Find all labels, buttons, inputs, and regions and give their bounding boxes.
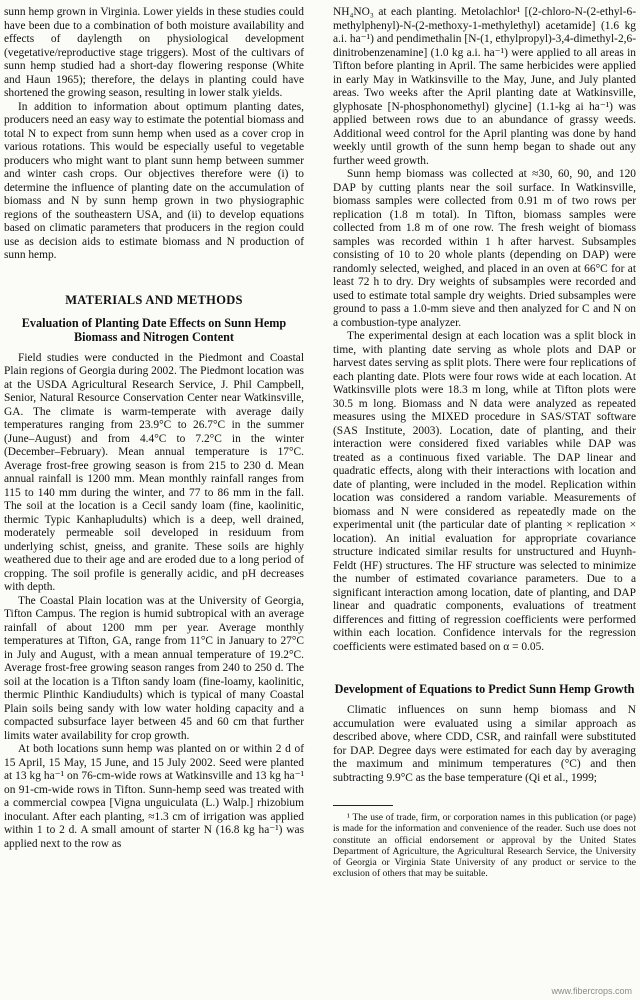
intro-paragraph-1: sunn hemp grown in Virginia. Lower yields in these studies could have been due to a combination of both moisture availability and effects of daylength on physiological development (vegetative/reproductive stage triggers). Most of the cultivars of sunn hemp studied had a short-day flowering response (White and Haun 1965); therefore, the delays in planting could have shortened the growing season, resulting in lower stalk yields. (4, 6, 304, 99)
right-column (333, 6, 636, 880)
left-column (4, 6, 304, 851)
footnote: ¹ The use of trade, firm, or corporation names in this publication (or page) is made for the information and convenience of the reader. Such use does not constitute an official endorsement or approval by the United States Department of Agriculture, the Agricultural Research Service, the University of Georgia or Virginia State University of any product or service to the exclusion of others that may be suitable. (333, 812, 636, 880)
planting-date-subheading: Evaluation of Planting Date Effects on Sunn Hemp Biomass and Nitrogen Content (21, 315, 287, 344)
planting-paragraph: At both locations sunn hemp was planted on or within 2 d of 15 April, 15 May, 15 June, and 15 July 2002. Seed were planted at 13 kg ha⁻¹ on 76-cm-wide rows at Watkinsville and 13 kg ha⁻¹ on 91-cm-wide rows in Tifton. Sunn-hemp seed was treated with a commercial cowpea [Vigna unguiculata (L.) Walp.] rhizobium inoculant. After each planting, ≈1.3 cm of irrigation was applied within 1 to 2 d. A small amount of starter N (16.8 kg ha⁻¹) was applied next to the row as (4, 743, 304, 850)
piedmont-paragraph: Field studies were conducted in the Piedmont and Coastal Plain regions of Georgia during 2002. The Piedmont location was at the USDA Agricultural Research Service, J. Phil Campbell, Senior, Natural Resource Conservation Center near Watkinsville, GA. The climate is warm-temperate with average daily temperatures ranging from 23.9°C to 26.7°C in the summer (June–August) and from 4.4°C to 7.2°C in the winter (December–February). Mean annual temperature is 17°C. Average frost-free growing season is from 215 to 230 d. Mean annual rainfall is 1200 mm. Mean monthly rainfall ranges from 115 to 140 mm during the winter, and 77 to 86 mm in the fall. The soil at the location is a Cecil sandy loam (fine, kaolinitic, thermic Typic Kanhapludults) which is a deep, well drained, moderately permeable soil developed in residuum from underlying schist, gneiss, and granite. These soils are highly weathered due to their age and are eroded due to a long period of cropping. The soil profile is generally acidic, and pH decreases with depth. (4, 351, 304, 593)
watermark: www.fibercrops.com (551, 986, 632, 996)
biomass-sampling-paragraph: Sunn hemp biomass was collected at ≈30, 60, 90, and 120 DAP by cutting plants near the soil surface. In Watkinsville, biomass samples were collected from 0.91 m of two rows per replication (1.8 m total). In Tifton, biomass samples were collected from 1.8 m of one row. The fresh weight of biomass samples was recorded within 1 h after harvest. Subsamples consisting of 10 to 20 whole plants (depending on DAP) were randomly selected, weighed, and placed in an oven at 66°C for at least 72 h to dry. Dry weights of subsamples were recorded and used to estimate total sample dry weights. Dried subsamples were ground to pass a 1.0-mm sieve and then analyzed for C and N on a combustion-type analyzer. (333, 168, 636, 329)
footnote-divider (333, 805, 393, 806)
coastal-plain-paragraph: The Coastal Plain location was at the University of Georgia, Tifton Campus. The region is humid subtropical with an average rainfall of about 1200 mm per year. Average monthly temperatures at Tifton, GA, range from 11°C in January to 27°C in July and August, with a mean annual temperature of 19.2°C. Average frost-free growing season ranges from 240 to 250 d. The soil at the location is a Tifton sandy loam (fine-loamy, kaolinitic, thermic Plinthic Kandiudults) which is typical of many Coastal Plain soils being sandy with low water holding capacity and a compacted subsurface layer between 45 and 60 cm that further limits water availability for crop growth. (4, 594, 304, 742)
equations-subheading: Development of Equations to Predict Sunn Hemp Growth (334, 682, 635, 696)
intro-paragraph-2: In addition to information about optimum planting dates, producers need an easy way to estimate the potential biomass and total N to expect from sunn hemp when used as a cover crop in various rotations. This would be especially useful to vegetable producers who might want to plant sunn hemp between summer and winter cash crops. Our objectives therefore were (i) to determine the influence of planting date on the accumulation of biomass and N by sunn hemp grown in two physiographic regions of the southeastern USA, and (ii) to develop equations based on climatic parameters that producers in the region could use as decision aids to estimate biomass and N production of sunn hemp. (4, 100, 304, 261)
experimental-design-paragraph: The experimental design at each location was a split block in time, with planting date serving as whole plots and DAP or harvest dates serving as split plots. There were four replications of each planting date. Plots were four rows wide at each location. At Watkinsville plots were 18.3 m long, while at Tifton plots were 30.5 m long. Biomass and N data were analyzed as repeated measures using the MIXED procedure in SAS/STAT software (SAS Institute, 2003). Location, date of planting, and their interaction were considered fixed variables while DAP was treated as a continuous fixed variable. The DAP linear and quadratic effects, along with their interactions with location and date of planting, were included in the model. Replication within location was considered a random variable. Measurements of biomass and N were considered as repeatedly made on the experimental unit (the particular date of planting × replication × location). An initial evaluation for appropriate covariance structure indicated similar results for unstructured and Huynh-Feldt (HF) structures. The HF structure was selected to minimize the number of estimated covariance parameters. Due to a significant interaction among location, date of planting, and DAP linear and quadratic components, evaluations of treatment differences and fitting of regression coefficients were performed within each location. Confidence intervals for the regression coefficients were estimated based on α = 0.05. (333, 330, 636, 653)
herbicide-paragraph: NH₄NO₃ at each planting. Metolachlor¹ [(2-chloro-N-(2-ethyl-6-methylphenyl)-N-(2-methoxy-1-methylethyl) acetamide] (1.6 kg a.i. ha⁻¹) and pendimethalin [N-(1, ethylpropyl)-3,4-dimethyl-2,6-dinitrobenzenamine] (1.0 kg a.i. ha⁻¹) were applied to all areas in Tifton before planting in April. The same herbicides were applied in early May in Watkinsville to the May, June, and July planted areas. Two weeks after the April planting date at Watkinsville, glyphosate [N-phosphonomethyl) glycine] (1.1-kg ai ha⁻¹) was applied between rows due to an abundance of grassy weeds. Additional weed control for the April planting was done by hand weekly until growth of the sunn hemp began to shade out any further weed growth. (333, 6, 636, 167)
climatic-paragraph: Climatic influences on sunn hemp biomass and N accumulation were evaluated using a similar approach as described above, where CDD, CSR, and rainfall were substituted for DAP. Degree days were estimated for each day by averaging the maximum and minimum temperatures (°C) and then subtracting 9.9°C as the base temperature (Qi et al., 1999; (333, 704, 636, 784)
materials-methods-heading: MATERIALS AND METHODS (65, 292, 243, 307)
